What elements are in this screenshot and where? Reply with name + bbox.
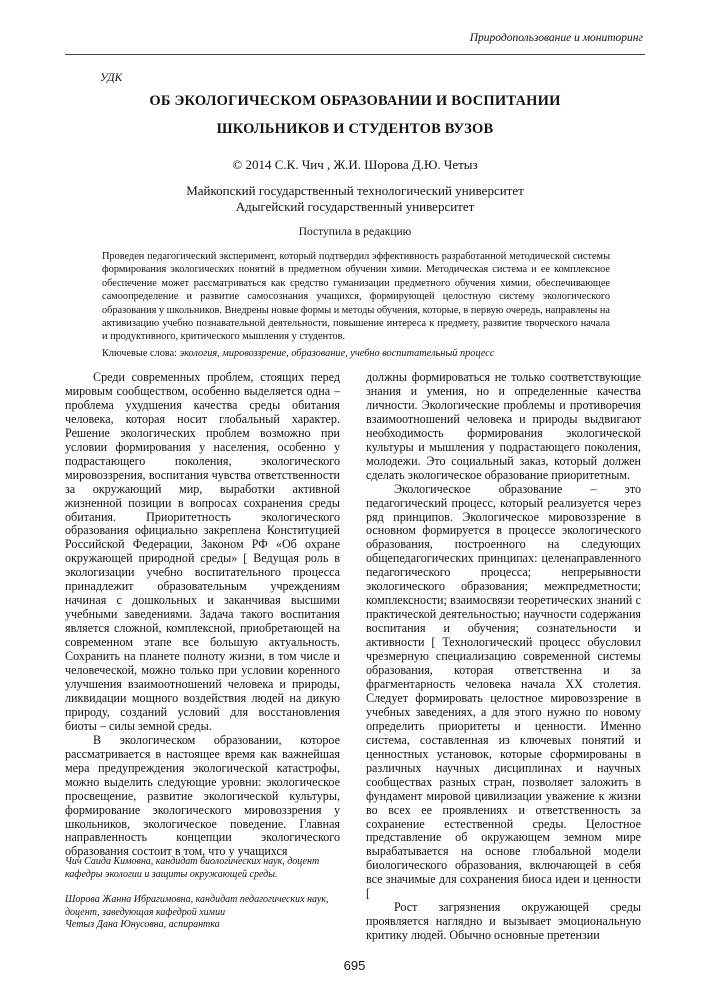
- article-title-line-2: ШКОЛЬНИКОВ И СТУДЕНТОВ ВУЗОВ: [216, 121, 494, 137]
- paragraph: Среди современных проблем, стоящих перед мировым сообществом, особенно выделяется одна – проблема ухудшения качества среды обитания человека, которая носит глобальный характер. Решение экологических проблем возможно при условии формирования у населения, особенно у подрастающего поколения, экологического мировоззрения, воспитания чувства ответственности за окружающий мир, выработки активной жизненной позиции в вопросах сохранения среды обитания. Приоритетность экологического образования официально закреплена Конституцией Российской Федерации, Законом РФ «Об охране окружающей природной среды» [ Ведущая роль в экологизации учебно воспитательного процесса принадлежит образовательным учреждениям начиная с дошкольных и заканчивая высшими учебными заведениями. Задача такого воспитания является сложной, комплексной, приобретающей на современном этапе все большую актуальность. Сохранить на планете полноту жизни, в том числе и человеческой, можно только при условии коренного улучшения взаимоотношений человека и природы, ликвидации мощного воздействия людей на дикую природу, созданий условий для восстановления биоты – силы земной среды.: [65, 370, 340, 733]
- affiliation-2: Адыгейский государственный университет: [235, 199, 475, 214]
- paragraph: Экологическое образование – это педагогический процесс, который реализуется через ряд принципов. Экологическое мировоззрение в основном формируется в процессе экологического образования, построенного на следующих общепедагогических принципах: целенаправленного педагогического процесса; непрерывности экологического образования; межпредметности; комплексности; взаимосвязи теоретических знаний с практической деятельностью; научности содержания воспитания и обучения; сознательности и активности [ Технологический процесс обусловил чрезмерную специализацию современной системы образования, которая ответственна и за фрагментарность человека начала XX столетия. Следует формировать целостное мировоззрение в учебных заведениях, а для этого нужно по новому определить приоритеты и ценности. Именно система, составленная из ключевых понятий и ценностных установок, которые сформированы в различных научных дисциплинах и научных сообществах разных стран, позволяет заложить в фундамент мировой цивилизации уважение к жизни во всех ее проявлениях и ответственность за сохранение естественной среды. Целостное представление об окружающем земном мире вырабатывается на основе глобальной модели биологического образования, включающей в себя все значимые для сохранения биоса идеи и ценности [: [366, 481, 641, 901]
- udk-label: УДК: [100, 72, 123, 84]
- paragraph: В экологическом образовании, которое рассматривается в настоящее время как важнейшая мера предупреждения экологической катастрофы, можно выделить следующие уровни: экологическое просвещение, развитие экологической культуры, формирование экологического мировоззрения у школьников, экологическое поведение. Главная направленность концепции экологического образования состоит в том, что у учащихся: [65, 732, 340, 859]
- keywords-label: Ключевые слова:: [102, 348, 180, 359]
- keywords-values: экология, мировоззрение, образование, учебно воспитательный процесс: [179, 348, 495, 359]
- affiliation-1: Майкопский государственный технологический университет: [186, 183, 524, 198]
- running-head: Природопользование и мониторинг: [469, 32, 643, 44]
- keywords: [102, 348, 610, 359]
- paragraph: Рост загрязнения окружающей среды проявляется наглядно и вызывает эмоциональную критику людей. Обычно основные претензии: [366, 900, 641, 943]
- body-column-left: [65, 371, 340, 859]
- header-rule: [65, 54, 645, 55]
- abstract: Проведен педагогический эксперимент, который подтвердил эффективность разработанной методической системы формирования экологических понятий в предметном обучении химии. Методическая система и ее комплексное обеспечение может рассматриваться как средство гуманизации предметного обучения химии, обеспечивающее самоопределение и развитие самосознания учащихся, формирующей целостную систему экологического образования у школьников. Внедрены новые формы и методы обучения, которые, в первую очередь, направлены на активизацию учебно познавательной деятельности, повышение интереса к предмету, развитие творческого начала и продуктивного, критического мышления у студентов.: [102, 251, 610, 343]
- page-number: 695: [343, 958, 366, 973]
- received-note: Поступила в редакцию: [298, 226, 412, 238]
- authors-line: © 2014 С.К. Чич , Ж.И. Шорова Д.Ю. Четыз: [232, 157, 478, 172]
- article-title-line-1: ОБ ЭКОЛОГИЧЕСКОМ ОБРАЗОВАНИИ И ВОСПИТАНИИ: [149, 93, 561, 109]
- author-footnote-1: Чич Саида Кимовна, кандидат биологических наук, доцент кафедры экологии и защиты окружающей среды.: [65, 856, 320, 880]
- author-footnote-2: Шорова Жанна Ибрагимовна, кандидат педагогических наук, доцент, заведующая кафедрой химии Четыз Дана Юнусовна, аспирантка: [65, 894, 329, 930]
- body-column-right: [366, 371, 641, 943]
- paragraph: должны формироваться не только соответствующие знания и умения, но и определенные качества личности. Экологические проблемы и противоречия взаимоотношений человека и природы выдвигают необходимость формирования экологической культуры и мышления у подрастающего поколения, молодежи. Это социальный заказ, который должен сделать экологическое образование приоритетным.: [366, 370, 641, 482]
